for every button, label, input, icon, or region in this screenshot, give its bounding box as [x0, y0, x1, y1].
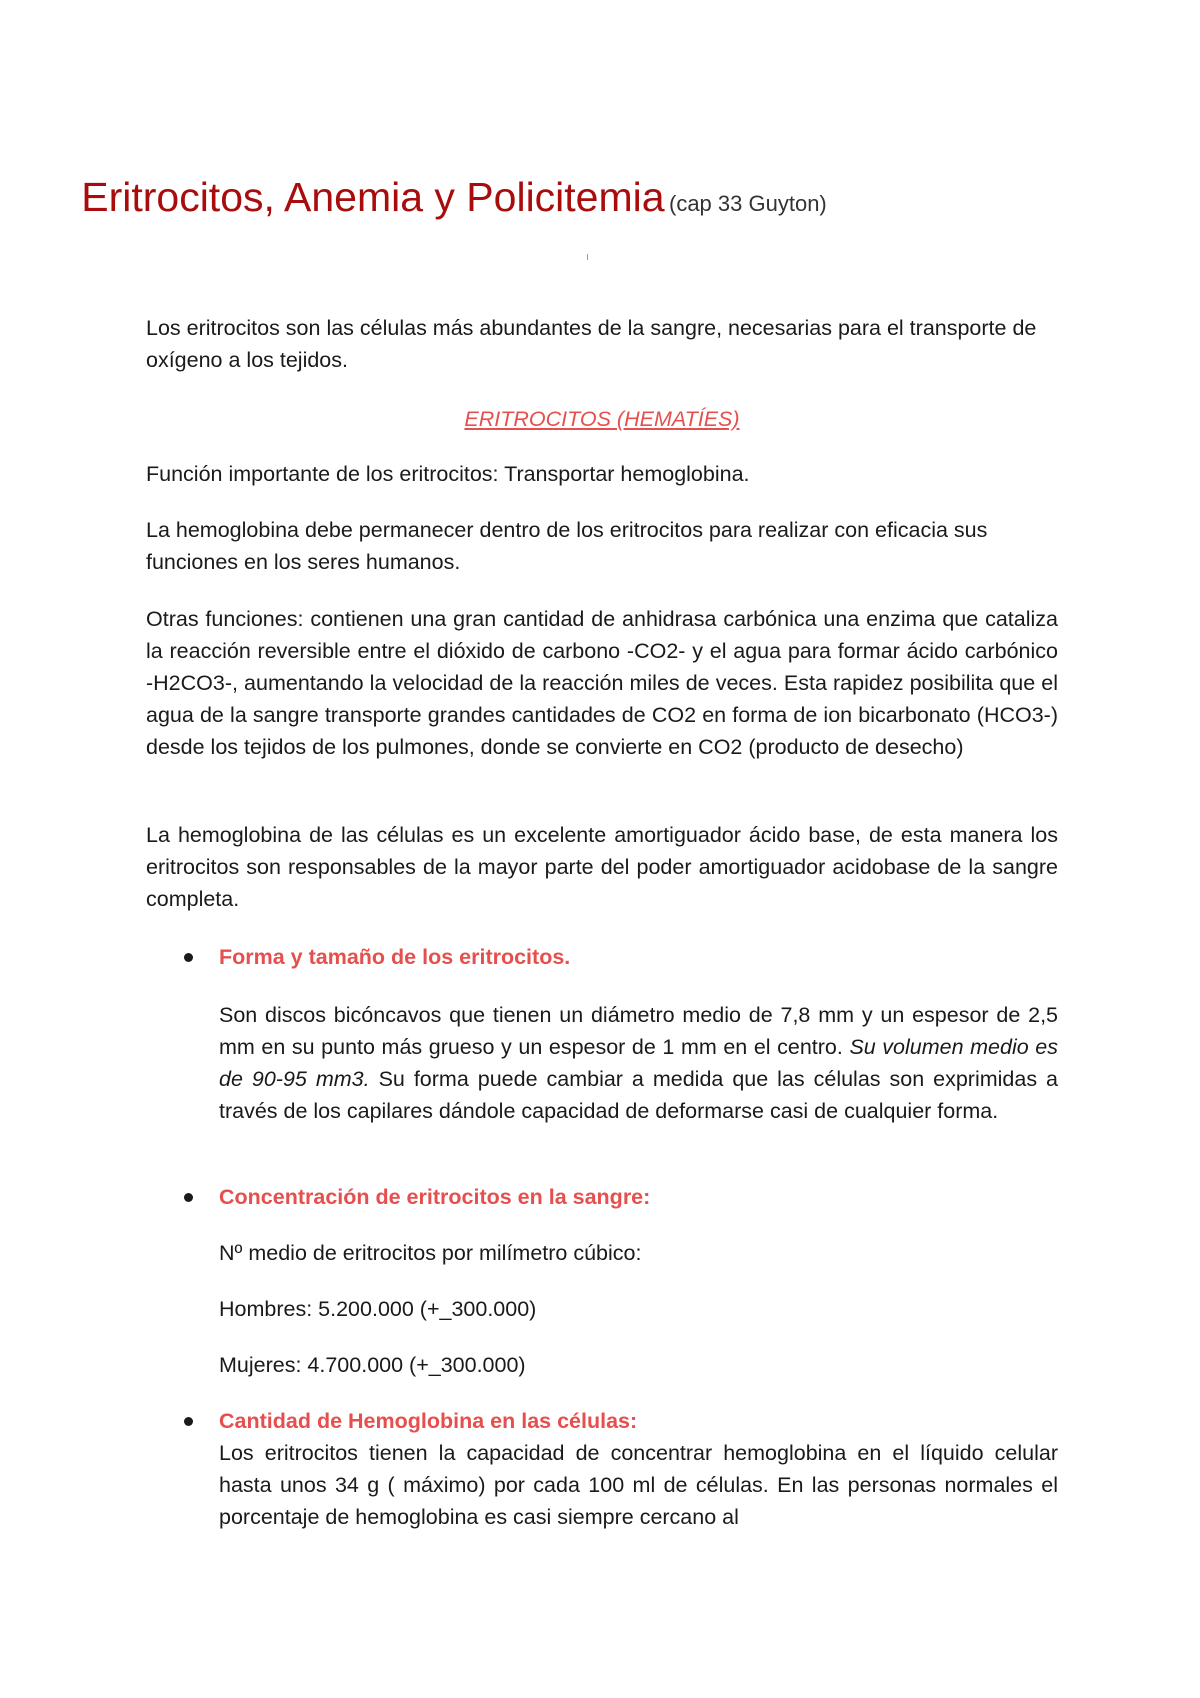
hemoglobin-paragraph: La hemoglobina debe permanecer dentro de los eritrocitos para realizar con eficacia sus funciones en los seres humanos.	[146, 518, 988, 574]
title-subtitle: (cap 33 Guyton)	[669, 191, 827, 216]
shape-text-after: Su forma puede cambiar a medida que las células son exprimidas a través de los capilares dándole capacidad de deformarse casi de cualquier forma.	[219, 1067, 1058, 1123]
bullet-icon	[184, 1193, 193, 1202]
shape-size-paragraph	[219, 999, 1058, 1127]
document-title	[0, 174, 1054, 221]
concentration-line: Mujeres: 4.700.000 (+_300.000)	[219, 1353, 526, 1377]
shape-text-before: Son discos bicóncavos que tienen un diámetro medio de 7,8 mm y un espesor de 2,5 mm en su punto más grueso y un espesor de 1 mm en el centro.	[219, 1003, 1058, 1059]
title-main: Eritrocitos, Anemia y Policitemia	[81, 174, 665, 220]
buffer-paragraph: La hemoglobina de las células es un excelente amortiguador ácido base, de esta manera los eritrocitos son responsables de la mayor parte del poder amortiguador acidobase de la sangre completa.	[146, 823, 1058, 911]
function-paragraph: Función importante de los eritrocitos: Transportar hemoglobina.	[146, 462, 750, 486]
intro-paragraph: Los eritrocitos son las células más abundantes de la sangre, necesarias para el transporte de oxígeno a los tejidos.	[146, 316, 1037, 372]
bullet-icon	[184, 953, 193, 962]
hemoglobin-amount-paragraph: Los eritrocitos tienen la capacidad de concentrar hemoglobina en el líquido celular hasta unos 34 g ( máximo) por cada 100 ml de células. En las personas normales el porcentaje de hemoglobina es casi siempre cercano al	[219, 1441, 1058, 1529]
other-functions-paragraph: Otras funciones: contienen una gran cantidad de anhidrasa carbónica una enzima que cataliza la reacción reversible entre el dióxido de carbono -CO2- y el agua para formar ácido carbónico -H2CO3-, aumentando la velocidad de la reacción miles de veces. Esta rapidez posibilita que el agua de la sangre transporte grandes cantidades de CO2 en forma de ion bicarbonato (HCO3-) desde los tejidos de los pulmones, donde se convierte en CO2 (producto de desecho)	[146, 607, 1058, 759]
section-heading: ERITROCITOS (HEMATÍES)	[464, 407, 740, 431]
bullet-title: Concentración de eritrocitos en la sangre:	[219, 1185, 651, 1209]
bullet-title: Cantidad de Hemoglobina en las células:	[219, 1409, 638, 1433]
bullet-title: Forma y tamaño de los eritrocitos.	[219, 945, 571, 969]
concentration-line: Nº medio de eritrocitos por milímetro cúbico:	[219, 1241, 642, 1265]
concentration-line: Hombres: 5.200.000 (+_300.000)	[219, 1297, 537, 1321]
decorative-mark	[587, 254, 588, 260]
shape-text-italic: Su volumen medio es de 90-95 mm3.	[219, 1035, 1058, 1091]
bullet-icon	[184, 1417, 193, 1426]
